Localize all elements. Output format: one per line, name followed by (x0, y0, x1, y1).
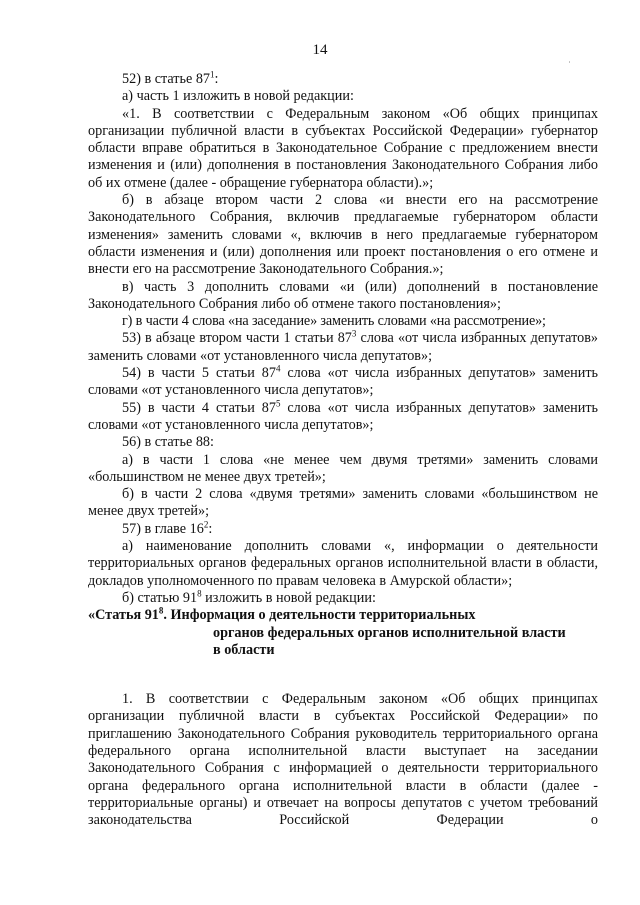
paragraph-56: 56) в статье 88: (122, 434, 214, 451)
paragraph-52-b: б) в абзаце втором части 2 слова «и внести его на рассмотрение Законодательного Собрания, включив предлагаемые губернатором области изменения» заменить словами «, включив в него предлагаемые губернатором области изменения и (или) дополнения или проект постановления о его отмене и внести его на рассмотрение Законодательного Собрания.»; (88, 192, 598, 278)
article-paragraph-1: 1. В соответствии с Федеральным законом «Об общих принципах организации публичной власти в субъектах Российской Федерации» по приглашению Законодательного Собрания руководитель территориального органа федерального органа исполнительной власти выступает на заседании Законодательного Собрания с информацией о деятельности территориального органа федерального органа исполнительной власти в области (далее - территориальные органы) и отвечает на вопросы депутатов с учетом требований законодательства Российской Федерации о (88, 691, 598, 829)
paragraph-55: 55) в части 4 статьи $87^5$ слова «от числа избранных депутатов» заменить словами «от установленного числа депутатов»; (88, 397, 598, 433)
paragraph-52-g: г) в части 4 слова «на заседание» заменить словами «на рассмотрение»; (122, 313, 546, 330)
article-heading (88, 607, 598, 659)
scan-speck: ˙ (568, 60, 571, 70)
paragraph-53: 53) в абзаце втором части 1 статьи $87^3$ слова «от числа избранных депутатов» заменить словами «от установленного числа депутатов»; (88, 328, 598, 364)
paragraph-56-b: б) в части 2 слова «двумя третями» заменить словами «большинством не менее двух третей»; (88, 486, 598, 520)
section-gap (88, 659, 598, 691)
paragraph-56-a: а) в части 1 слова «не менее чем двумя третями» заменить словами «большинством не менее двух третей»; (88, 451, 598, 485)
article-heading-line-1: «Статья $91^8$. Информация о деятельности территориальных (88, 605, 476, 624)
paragraph-57-b: б) статью $91^8$ изложить в новой редакции: (122, 588, 376, 606)
paragraph-quote-1: «1. В соответствии с Федеральным законом «Об общих принципах организации публичной власти в субъектах Российской Федерации» губернатор области вправе обратиться в Законодательное Собрание с предложением внести изменения и (или) дополнения в постановления Законодательного Собрания либо об их отмене (далее - обращение губернатора области).»; (88, 105, 598, 191)
page-number: 14 (312, 42, 328, 58)
document-body (88, 71, 598, 829)
paragraph-57-a: а) наименование дополнить словами «, информации о деятельности территориальных органов федеральных органов исполнительной власти в области, докладов уполномоченного по правам человека в Амурской области»; (88, 538, 598, 589)
paragraph-57: 57) в главе $16^2$: (122, 518, 213, 537)
paragraph-54: 54) в части 5 статьи $87^4$ слова «от числа избранных депутатов» заменить словами «от установленного числа депутатов»; (88, 363, 598, 399)
paragraph-52: 52) в статье $87^1$: (122, 69, 219, 87)
paragraph-52-a: а) часть 1 изложить в новой редакции: (122, 88, 354, 105)
paragraph-52-v: в) часть 3 дополнить словами «и (или) дополнений в постановление Законодательного Собрания либо об отмене такого постановления»; (88, 278, 598, 312)
article-heading-line-3: в области (213, 641, 275, 658)
article-heading-line-2: органов федеральных органов исполнительной власти (213, 624, 566, 641)
